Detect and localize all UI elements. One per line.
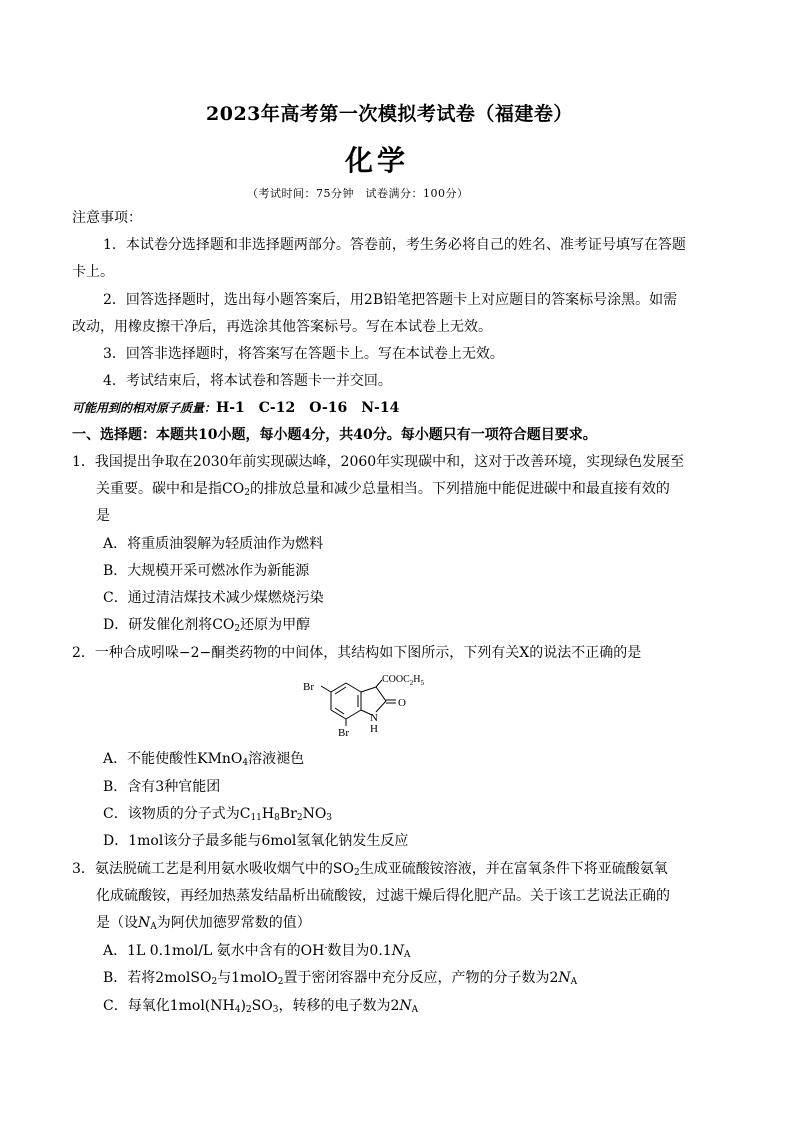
br-top-label: Br: [303, 681, 314, 693]
notes-heading: 注意事项：: [72, 210, 142, 226]
q3-line3-part-b: 为阿伏加德罗常数的值）: [156, 915, 311, 931]
q2-optc-sub-2: 8: [274, 813, 280, 823]
ester-h: H: [413, 674, 421, 685]
nitrogen-label: N: [370, 712, 378, 724]
note-2-line-1: 2．回答选择题时，选出每小题答案后，用2B铅笔把答题卡上对应题目的答案标号涂黑。如需: [103, 292, 678, 308]
q3-option-c: [103, 996, 418, 1016]
q1-optd-part-b: 还原为甲醇: [240, 617, 311, 633]
q3-optb-part-b: 与1molO: [217, 970, 278, 986]
q3-optc-sub-1: 4: [234, 1005, 241, 1015]
q3-opta-sup: -: [324, 943, 328, 953]
q3-line1-part-b: 生成亚硫酸铵溶液，并在富氧条件下将亚硫酸氨氧: [359, 861, 668, 877]
oxygen-label: O: [398, 697, 406, 709]
q3-optb-part-c: 置于密闭容器中充分反应，产物的分子数为2: [283, 970, 559, 986]
hydrogen-label: H: [370, 723, 378, 735]
q3-opta-part-a: A．1L 0.1mol/L 氨水中含有的OH: [103, 943, 325, 959]
molecule-structure-diagram: [288, 670, 458, 742]
q3-stem-line-2: 化成硫酸铵，再经加热蒸发结晶析出硫酸铵，过滤干燥后得化肥产品。关于该工艺说法正确的: [96, 888, 670, 904]
ester-label: [382, 674, 425, 687]
q3-opta-na: N: [391, 943, 404, 959]
q3-option-b: [103, 968, 577, 988]
q1-option-c: C．通过清洁煤技术减少煤燃烧污染: [103, 590, 324, 606]
q3-optc-na: N: [399, 998, 412, 1014]
note-1-line-1: 1．本试卷分选择题和非选择题两部分。答卷前，考生务必将自己的姓名、准考证号填写在答题: [103, 237, 686, 253]
q2-option-d: D．1mol该分子最多能与6mol氢氧化钠发生反应: [103, 833, 409, 849]
q3-opta-part-b: 数目为0.1: [327, 943, 392, 959]
q3-line3-part-a: 是（设: [96, 915, 138, 931]
q2-optc-part-b: H: [261, 806, 275, 822]
q3-optc-part-c: SO: [251, 998, 273, 1014]
q2-option-c: [103, 804, 332, 824]
ester-cooc: COOC: [382, 674, 410, 685]
subject-title: 化学: [345, 144, 410, 177]
q2-optc-part-d: NO: [302, 806, 327, 822]
q3-optb-na: N: [558, 970, 571, 986]
q1-stem-line-1: 1．我国提出争取在2030年前实现碳达峰，2060年实现碳中和，这对于改善环境，实现绿色发展至: [72, 454, 685, 470]
q3-optb-sub-2: 2: [277, 977, 284, 987]
q1-optd-part-a: D．研发催化剂将CO: [103, 617, 235, 633]
q3-stem-line-3: [96, 913, 311, 933]
ester-sub-2: 5: [420, 679, 425, 687]
note-2-line-2: 改动，用橡皮擦干净后，再选涂其他答案标号。写在本试卷上无效。: [72, 319, 492, 335]
q3-optc-na-sub: A: [411, 1005, 419, 1015]
note-1-line-2: 卡上。: [72, 264, 114, 280]
q3-optb-sub-1: 2: [211, 977, 218, 987]
q2-opta-sub: 4: [242, 758, 249, 768]
q3-line1-part-a: 3．氨法脱硫工艺是利用氨水吸收烟气中的SO: [72, 861, 354, 877]
q1-line2-part-a: 关重要。碳中和是指CO: [96, 481, 245, 497]
br-bottom-label: Br: [338, 727, 349, 739]
molecule-bonds: [321, 680, 396, 726]
q2-optc-sub-4: 3: [326, 813, 333, 823]
q3-optc-part-b: ): [240, 998, 246, 1014]
q3-stem-line-1: [72, 859, 668, 879]
q2-option-b: B．含有3种官能团: [103, 779, 221, 795]
q2-optc-sub-1: 11: [250, 813, 262, 823]
section-1-heading: 一、选择题：本题共10小题，每小题4分，共40分。每小题只有一项符合题目要求。: [72, 427, 597, 443]
q3-optc-sub-3: 3: [272, 1005, 279, 1015]
ester-sub-1: 2: [409, 679, 414, 687]
q1-stem-line-2: [96, 479, 670, 499]
q3-option-a: [103, 941, 410, 961]
q1-line2-part-b: 的排放总量和减少总量相当。下列措施中能促进碳中和最直接有效的: [249, 481, 670, 497]
q2-optc-part-a: C．该物质的分子式为C: [103, 806, 251, 822]
exam-title: 2023年高考第一次模拟考试卷（福建卷）: [206, 103, 573, 125]
q3-optc-part-a: C．每氧化1mol(NH: [103, 998, 235, 1014]
q3-optb-part-a: B．若将2molSO: [103, 970, 212, 986]
q3-line3-na: N: [138, 915, 151, 931]
q2-optc-part-c: Br: [279, 806, 297, 822]
q2-stem: 2．一种合成吲哚−2−酮类药物的中间体，其结构如下图所示，下列有关X的说法不正确的是: [72, 645, 642, 661]
atomic-masses-label: 可能用到的相对原子质量：: [72, 401, 217, 415]
q3-optb-na-sub: A: [570, 977, 578, 987]
atomic-masses: [72, 398, 399, 418]
q2-opta-part-a: A．不能使酸性KMnO: [103, 751, 243, 767]
q2-opta-part-b: 溶液褪色: [248, 751, 305, 767]
atomic-masses-values: H-1 C-12 O-16 N-14: [216, 400, 400, 416]
q2-option-a: [103, 749, 304, 769]
q1-line2-sub: 2: [244, 488, 250, 498]
exam-info: （考试时间：75分钟 试卷满分：100分）: [247, 187, 469, 200]
q2-optc-sub-3: 2: [296, 813, 303, 823]
q3-line1-sub: 2: [353, 868, 360, 878]
q1-stem-line-3: 是: [96, 508, 110, 524]
note-3: 3．回答非选择题时，将答案写在答题卡上。写在本试卷上无效。: [103, 346, 504, 362]
q3-optc-part-d: ，转移的电子数为2: [278, 998, 400, 1014]
q3-opta-na-sub: A: [403, 950, 411, 960]
q3-optc-sub-2: 2: [245, 1005, 252, 1015]
note-4: 4．考试结束后，将本试卷和答题卡一并交回。: [103, 373, 392, 389]
q1-option-a: A．将重质油裂解为轻质油作为燃料: [103, 536, 324, 552]
q3-line3-na-sub: A: [150, 922, 157, 932]
q1-optd-sub: 2: [234, 624, 241, 634]
q1-option-b: B．大规模开采可燃冰作为新能源: [103, 563, 310, 579]
q1-option-d: [103, 615, 310, 635]
